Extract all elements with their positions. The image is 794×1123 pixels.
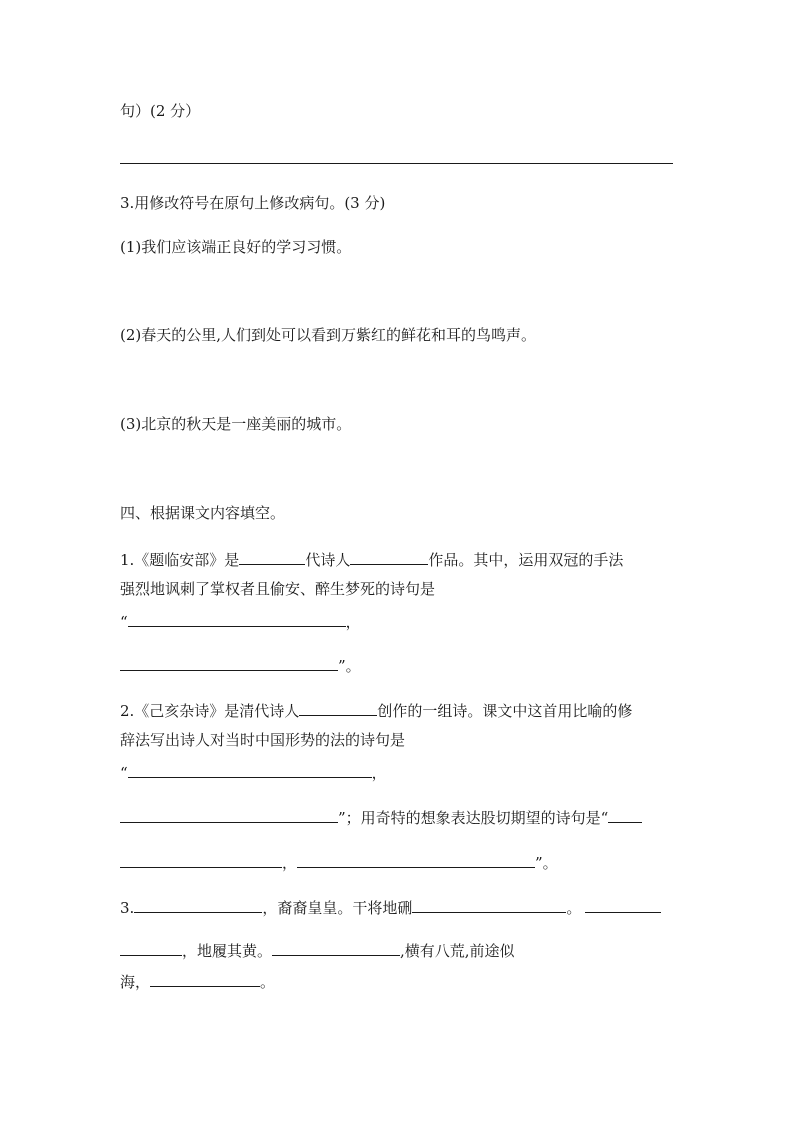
blank[interactable] bbox=[272, 939, 400, 956]
text: 1.《题临安部》是 bbox=[120, 551, 240, 569]
sentence-1: (1)我们应该端正良好的学习习惯。 bbox=[120, 238, 352, 256]
sentence-3: (3)北京的秋天是一座美丽的城市。 bbox=[120, 415, 352, 433]
text: ， bbox=[371, 764, 387, 782]
text: ”；用奇特的想象表达股切期望的诗句是“ bbox=[338, 809, 609, 827]
answer-line[interactable] bbox=[120, 163, 673, 164]
blank[interactable] bbox=[120, 654, 338, 671]
text: 2.《己亥杂诗》是清代诗人 bbox=[120, 702, 300, 720]
blank[interactable] bbox=[128, 761, 372, 778]
blank[interactable] bbox=[134, 896, 262, 913]
blank[interactable] bbox=[120, 851, 282, 868]
text: 代诗人 bbox=[305, 551, 351, 569]
text: 3. bbox=[120, 899, 135, 917]
fill-item-3-line-2 bbox=[120, 939, 515, 961]
fill-item-2-line-3 bbox=[120, 761, 387, 783]
text: 创作的一组诗。课文中这首用比喻的修 bbox=[377, 702, 633, 720]
fill-item-2-line-4 bbox=[120, 806, 642, 828]
blank[interactable] bbox=[299, 699, 377, 716]
fill-item-1-line-2: 强烈地讽刺了掌权者且偷安、醉生梦死的诗句是 bbox=[120, 580, 436, 598]
blank[interactable] bbox=[297, 851, 535, 868]
text: ， bbox=[282, 854, 298, 872]
text: ，裔裔皇皇。干将地硎 bbox=[262, 899, 413, 917]
text: ”。 bbox=[535, 854, 558, 872]
fill-item-2-line-5 bbox=[120, 851, 558, 873]
fill-item-1-line-4 bbox=[120, 654, 361, 676]
blank[interactable] bbox=[350, 548, 428, 565]
text: ,横有八荒,前途似 bbox=[400, 942, 515, 960]
text: ， bbox=[345, 613, 361, 631]
section-heading: 四、根据课文内容填空。 bbox=[120, 504, 286, 522]
blank[interactable] bbox=[585, 896, 661, 913]
text: ”。 bbox=[338, 657, 361, 675]
text: 。 bbox=[260, 973, 276, 991]
question-3-title: 3.用修改符号在原句上修改病句。(3 分) bbox=[120, 194, 386, 212]
blank[interactable] bbox=[120, 939, 182, 956]
fill-item-3-line-1 bbox=[120, 896, 661, 918]
text: 。 bbox=[566, 899, 582, 917]
text: “ bbox=[120, 613, 128, 631]
blank[interactable] bbox=[120, 806, 338, 823]
fill-item-1-line-1 bbox=[120, 548, 623, 570]
blank[interactable] bbox=[608, 806, 642, 823]
blank[interactable] bbox=[128, 610, 346, 627]
fill-item-1-line-3 bbox=[120, 610, 361, 632]
blank[interactable] bbox=[412, 896, 566, 913]
text: 海， bbox=[120, 973, 151, 991]
text: “ bbox=[120, 764, 128, 782]
fill-item-2-line-1 bbox=[120, 699, 632, 721]
blank[interactable] bbox=[239, 548, 305, 565]
blank[interactable] bbox=[150, 970, 260, 987]
sentence-2: (2)春天的公里,人们到处可以看到万紫红的鲜花和耳的鸟鸣声。 bbox=[120, 326, 537, 344]
fill-item-2-line-2: 辞法写出诗人对当时中国形势的法的诗句是 bbox=[120, 731, 406, 749]
fill-item-3-line-3 bbox=[120, 970, 275, 992]
text: 作品。其中，运用双冠的手法 bbox=[428, 551, 624, 569]
text: ，地履其黄。 bbox=[182, 942, 273, 960]
question-fragment: 句）(2 分） bbox=[120, 102, 201, 120]
